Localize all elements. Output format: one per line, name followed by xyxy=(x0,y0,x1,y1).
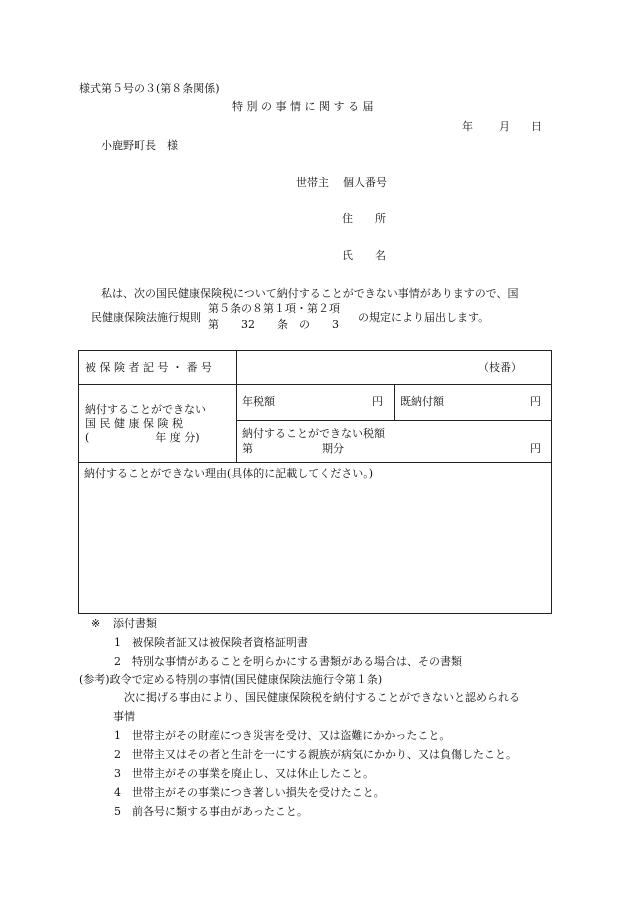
already-paid-label: 既納付額 xyxy=(400,395,444,408)
reference-item: 1 世帯主がその財産につき災害を受け、又は盗難にかかったこと。 xyxy=(114,729,451,742)
branch-number-label: （枝番） xyxy=(478,361,522,374)
statement-line-2-prefix: 民健康保険法施行規則 xyxy=(91,311,201,324)
name-label: 氏 名 xyxy=(342,249,386,262)
unpayable-tax-field[interactable] xyxy=(240,424,548,458)
statement-line-2-suffix: の規定により届出します。 xyxy=(358,311,490,324)
table-divider xyxy=(78,384,552,385)
statement-line-1: 私は、次の国民健康保険税について納付することができない事情がありますので、国 xyxy=(101,287,519,300)
personal-number-label: 個人番号 xyxy=(343,176,387,189)
addressee: 小鹿野町長 様 xyxy=(101,139,178,152)
insured-number-label: 被 保 険 者 記 号 ・ 番 号 xyxy=(85,361,212,374)
unpaid-tax-label-3: ( 年 度 分) xyxy=(85,431,200,444)
term-prefix: 第 xyxy=(242,442,253,455)
yen-unit: 円 xyxy=(530,395,541,408)
unpayable-tax-label: 納付することができない税額 xyxy=(242,427,385,440)
address-label: 住 所 xyxy=(342,212,386,225)
reason-label: 納付することができない理由(具体的に記載してください。) xyxy=(84,467,374,480)
reference-item: 5 前各号に類する事由があったこと。 xyxy=(114,805,308,818)
date-month-label: 月 xyxy=(499,120,510,133)
attachment-item: 2 特別な事情があることを明らかにする書類がある場合は、その書類 xyxy=(114,655,462,668)
reference-item: 4 世帯主がその事業につき著しい損失を受けたこと。 xyxy=(114,786,385,799)
household-head-label: 世帯主 xyxy=(296,176,329,189)
annual-tax-label: 年税額 xyxy=(242,395,275,408)
reference-item: 3 世帯主がその事業を廃止し、又は休止したこと。 xyxy=(114,767,374,780)
unpaid-tax-label-2: 国 民 健 康 保 険 税 xyxy=(85,417,183,430)
rule-article-top: 第５条の８第１項・第２項 xyxy=(208,302,340,315)
table-divider xyxy=(236,350,237,462)
date-day-label: 日 xyxy=(531,120,542,133)
reference-item: 2 世帯主又はその者と生計を一にする親族が病気にかかり、又は負傷したこと。 xyxy=(114,748,517,761)
table-divider xyxy=(394,384,395,420)
rule-article-bottom: 第 32 条 の 3 xyxy=(208,318,339,331)
yen-unit: 円 xyxy=(372,395,383,408)
reason-textarea[interactable] xyxy=(84,484,546,608)
annual-tax-field[interactable] xyxy=(240,388,390,416)
reference-intro-2: 事情 xyxy=(113,710,135,723)
attachments-title: 添付書類 xyxy=(113,617,157,630)
unpaid-tax-label-1: 納付することができない xyxy=(85,403,206,416)
term-suffix: 期分 xyxy=(322,442,344,455)
reference-intro-1: 次に掲げる事由により、国民健康保険税を納付することができないと認められる xyxy=(124,691,520,704)
page-title: 特 別 の 事 情 に 関 す る 届 xyxy=(232,100,374,113)
attachment-item: 1 被保険者証又は被保険者資格証明書 xyxy=(114,636,308,649)
reference-title: (参考)政令で定める特別の事情(国民健康保険法施行令第１条) xyxy=(79,673,383,686)
already-paid-field[interactable] xyxy=(398,388,548,416)
note-mark: ※ xyxy=(91,617,101,630)
form-number: 様式第５号の３(第８条関係) xyxy=(79,82,220,95)
table-divider xyxy=(78,462,552,463)
yen-unit: 円 xyxy=(530,442,541,455)
date-year-label: 年 xyxy=(462,120,473,133)
table-divider xyxy=(236,420,552,421)
